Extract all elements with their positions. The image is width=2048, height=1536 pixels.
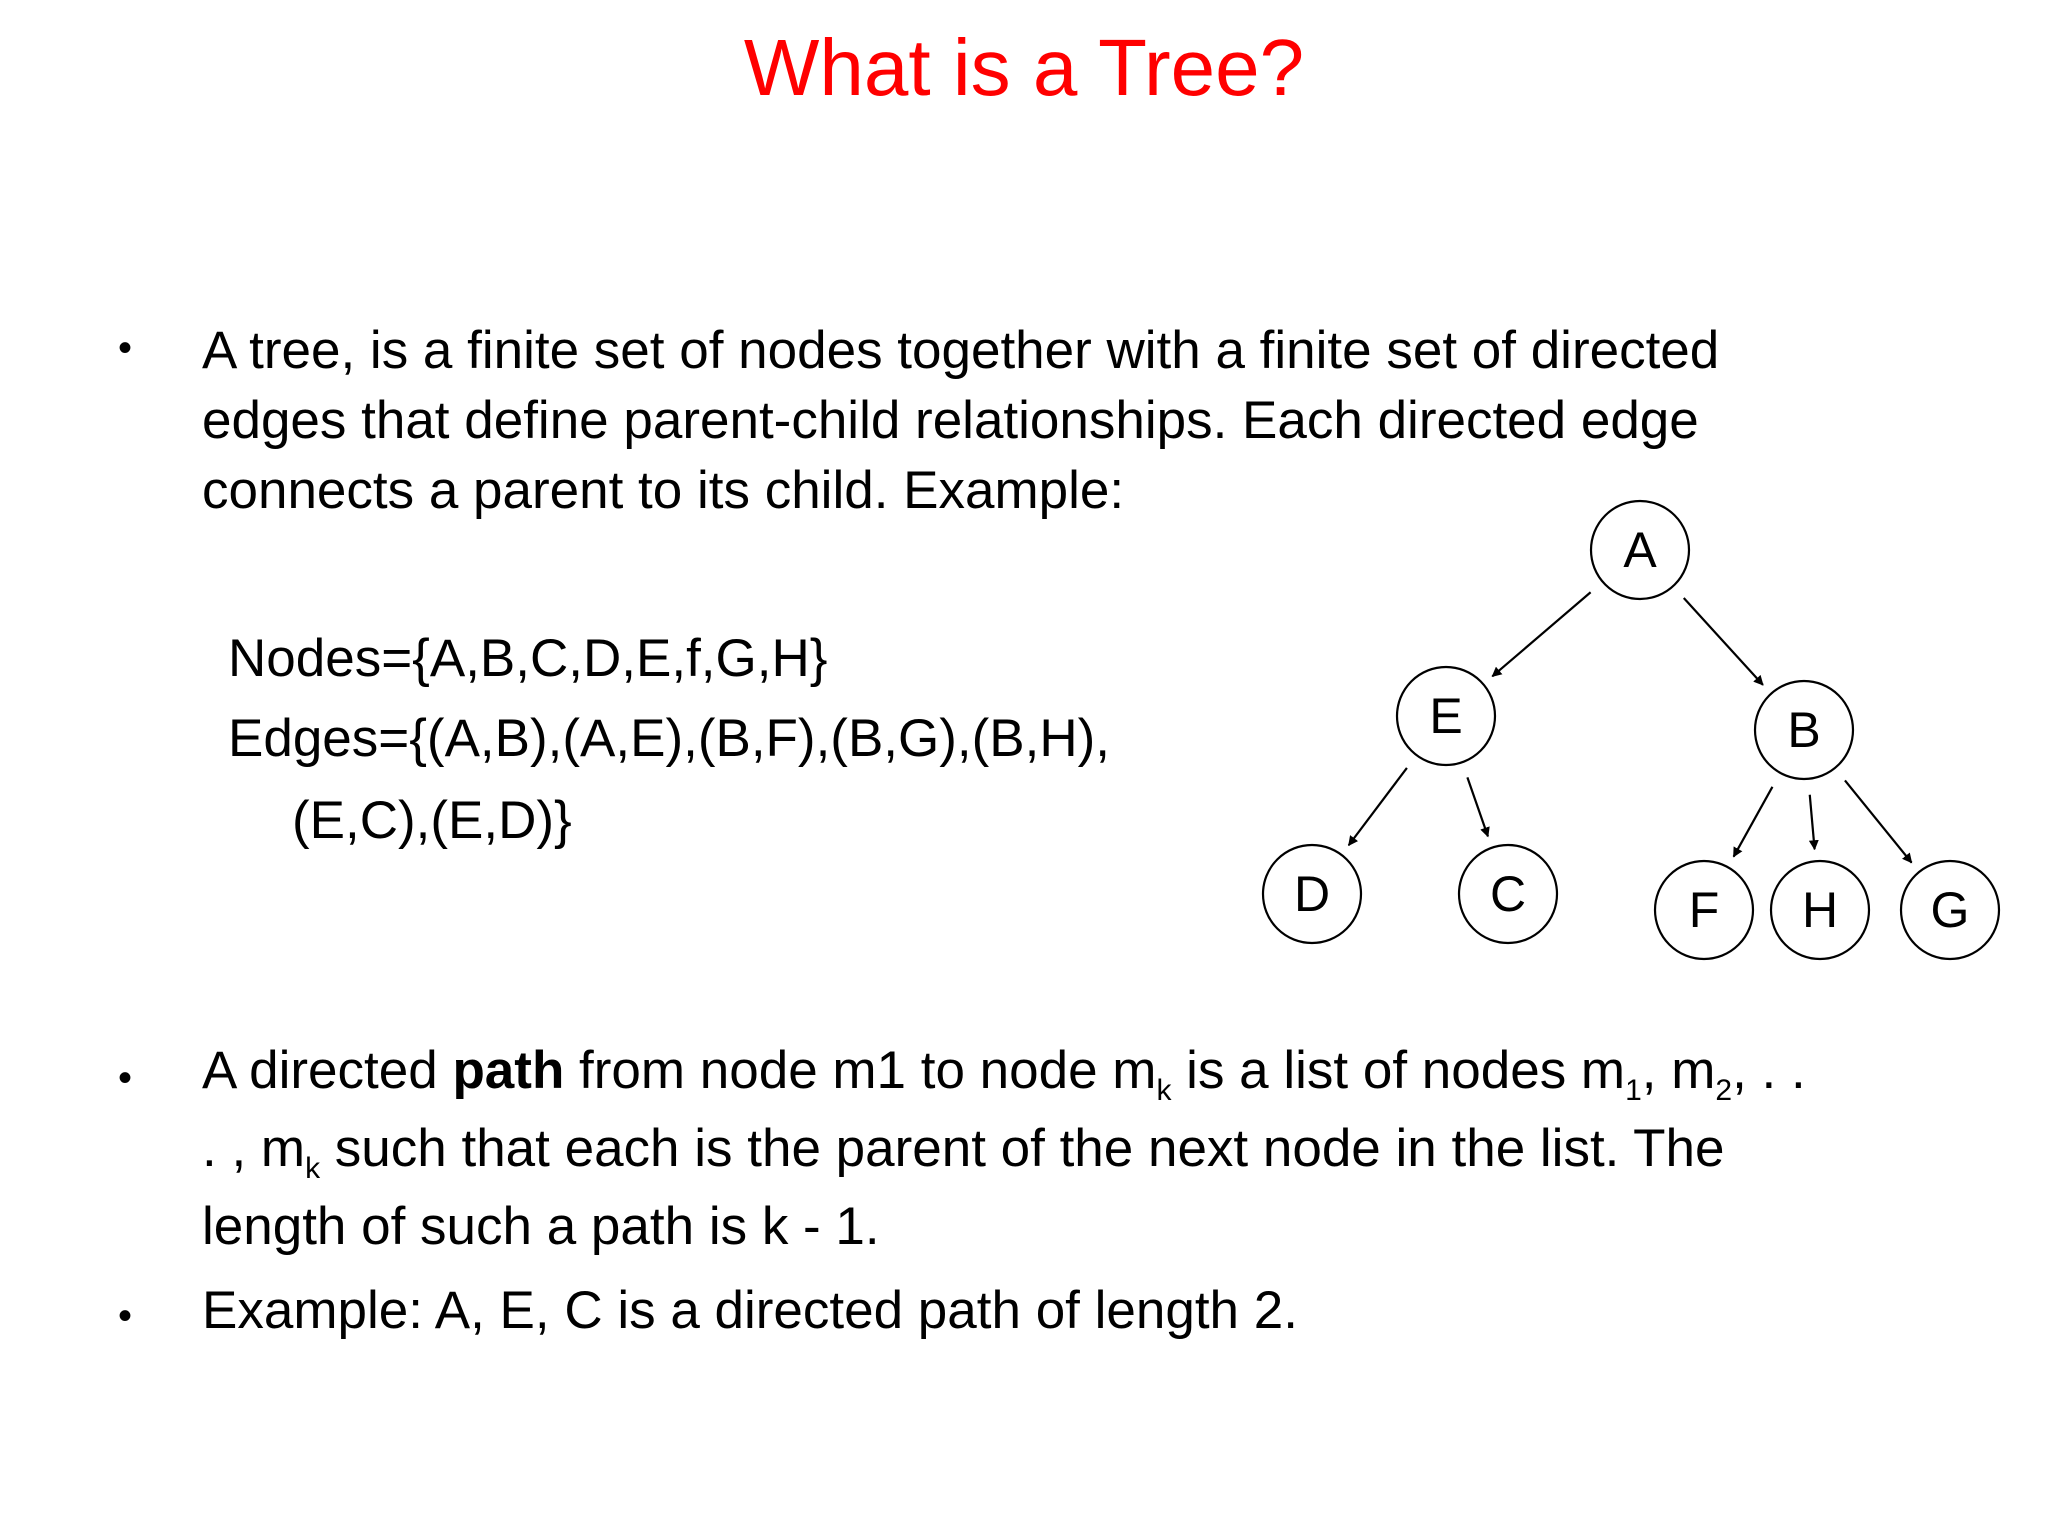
node-label: B xyxy=(1787,702,1821,758)
node-c xyxy=(1459,845,1557,943)
bullet-3-text: Example: A, E, C is a directed path of length 2. xyxy=(202,1281,1298,1340)
node-a xyxy=(1591,501,1689,599)
node-g xyxy=(1901,861,1999,959)
bullet-1-line-2: edges that define parent-child relationships. Each directed edge xyxy=(202,391,1699,450)
node-e xyxy=(1397,667,1495,765)
bullet-1-line-1: A tree, is a finite set of nodes together with a finite set of directed xyxy=(202,321,1720,380)
bullet-2-line-2: . , $m_k$ such that each is the parent of the next node in the list. The xyxy=(202,1119,1725,1185)
bullet-2-line-1: A directed path from node m1 to node $m_k$ is a list of nodes $m_1$, $m_2$, . . xyxy=(202,1041,1806,1107)
edge-e-d xyxy=(1349,768,1407,845)
node-label: C xyxy=(1489,866,1527,922)
edge-e-c xyxy=(1467,777,1488,836)
path-term: path xyxy=(452,1041,565,1100)
edge-a-e xyxy=(1492,592,1590,676)
bullet-2-line-3: length of such a path is k - 1. xyxy=(202,1197,880,1256)
node-label: G xyxy=(1930,882,1970,938)
node-label: H xyxy=(1801,882,1839,938)
edges-set-line-2: (E,C),(E,D)} xyxy=(292,791,572,850)
node-label: F xyxy=(1688,882,1720,938)
bullet-marker: • xyxy=(118,1294,133,1338)
edge-a-b xyxy=(1684,598,1763,685)
nodes-set: Nodes={A,B,C,D,E,f,G,H} xyxy=(228,629,828,688)
node-label: D xyxy=(1293,866,1331,922)
node-f xyxy=(1655,861,1753,959)
edge-b-h xyxy=(1810,795,1815,849)
node-h xyxy=(1771,861,1869,959)
edges-set-line-1: Edges={(A,B),(A,E),(B,F),(B,G),(B,H), xyxy=(228,709,1111,768)
node-d xyxy=(1263,845,1361,943)
bullet-marker: • xyxy=(118,326,133,370)
node-label: A xyxy=(1623,522,1657,578)
bullet-2-text xyxy=(202,1032,1806,1266)
node-label: E xyxy=(1429,688,1463,744)
bullet-marker: • xyxy=(118,1056,133,1100)
slide-title: What is a Tree? xyxy=(743,23,1305,112)
edge-b-f xyxy=(1734,787,1773,857)
bullet-1-line-3: connects a parent to its child. Example: xyxy=(202,461,1125,520)
edge-b-g xyxy=(1845,780,1912,862)
node-b xyxy=(1755,681,1853,779)
